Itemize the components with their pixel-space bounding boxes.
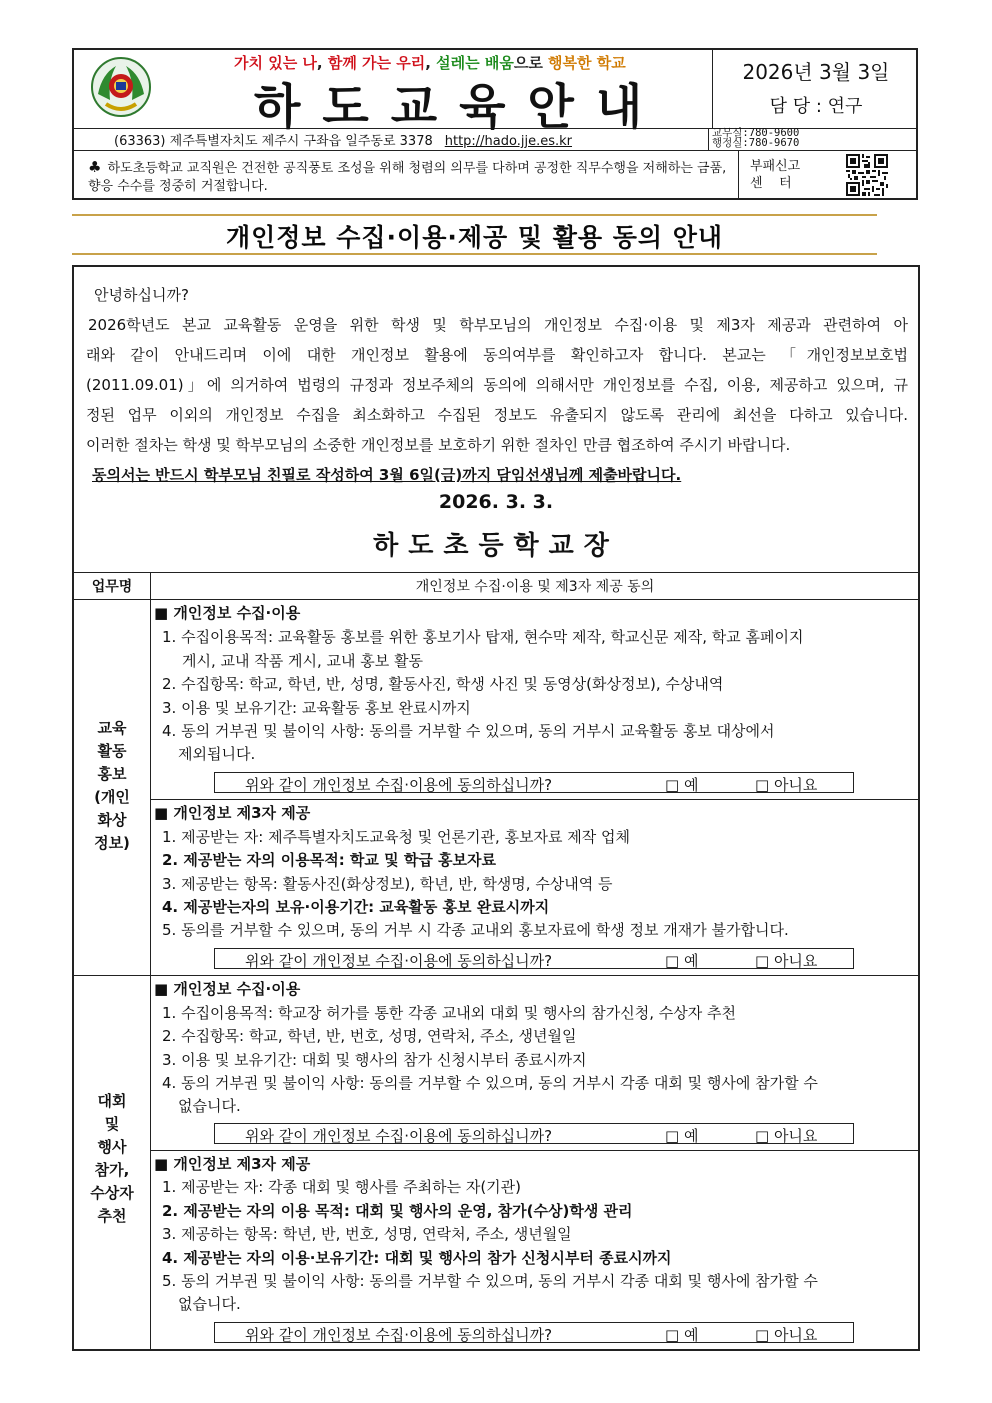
consent-yes-checkbox[interactable]: □ 예 <box>665 776 699 794</box>
category-line: 홍보 <box>97 765 127 783</box>
date-manager-box <box>714 50 918 128</box>
list-item: 1. 수집이용목적: 교육활동 홍보를 위한 홍보기사 탑재, 현수막 제작, 학교신문 제작, 학교 홈페이지 <box>162 628 804 646</box>
list-item: 1. 제공받는 자: 각종 대회 및 행사를 주최하는 자(기관) <box>162 1178 522 1196</box>
list-item: 4. 동의 거부권 및 불이익 사항: 동의를 거부할 수 있으며, 동의 거부시 교육활동 홍보 대상에서 <box>162 722 775 740</box>
submission-deadline: 동의서는 반드시 학부모님 친필로 작성하여 3월 6일(금)까지 담임선생님께 제출바랍니다. <box>92 466 682 484</box>
slogan-part: , <box>425 54 437 72</box>
slogan-part: 함께 가는 우리 <box>327 54 426 72</box>
list-item: 1. 수집이용목적: 학교장 허가를 통한 각종 교내외 대회 및 행사의 참가신청, 수상자 추천 <box>162 1004 737 1022</box>
list-item: 2. 수집항목: 학교, 학년, 반, 번호, 성명, 연락처, 주소, 생년월일 <box>162 1027 577 1045</box>
slogan-part: , <box>316 54 328 72</box>
list-item: 3. 이용 및 보유기간: 대회 및 행사의 참가 신청시부터 종료시까지 <box>162 1051 587 1069</box>
report-line: 센 터 <box>750 176 792 191</box>
category-line: 정보) <box>94 834 130 852</box>
category-line: 참가, <box>94 1161 130 1179</box>
category-line: 추천 <box>97 1207 127 1225</box>
category-line: 수상자 <box>90 1184 134 1202</box>
manager: 담 당 : 연구 <box>769 96 863 117</box>
consent-question: 위와 같이 개인정보 수집·이용에 동의하십니까? <box>245 952 553 970</box>
category-line: 및 <box>104 1115 120 1133</box>
phone-office: 교무실:780-9600 <box>712 127 800 139</box>
category-line: 행사 <box>97 1138 127 1156</box>
corruption-report-center <box>750 158 800 192</box>
school-address: (63363) 제주특별자치도 제주시 구좌읍 일주동로 3378 <box>114 134 433 149</box>
consent-question-box <box>214 948 854 969</box>
consent-question-box <box>214 1322 854 1343</box>
list-item: 2. 수집항목: 학교, 학년, 반, 성명, 활동사진, 학생 사진 및 동영상(화상정보), 수상내역 <box>162 675 724 693</box>
greeting: 안녕하십니까? <box>94 286 189 304</box>
list-item: 2. 제공받는 자의 이용목적: 학교 및 학급 홍보자료 <box>162 851 497 869</box>
consent-yes-checkbox[interactable]: □ 예 <box>665 1326 699 1344</box>
document-title: 개인정보 수집·이용·제공 및 활용 동의 안내 <box>225 223 724 252</box>
category-line: 교육 <box>97 719 127 737</box>
intro-line: 이러한 절차는 학생 및 학부모님의 소중한 개인정보를 보호하기 위한 절차인 만큼 협조하여 주시기 바랍니다. <box>86 436 791 454</box>
header-address-row <box>74 128 916 151</box>
slogan-part: 행복한 학교 <box>548 54 626 72</box>
consent-no-checkbox[interactable]: □ 아니요 <box>755 1127 818 1145</box>
school-principal: 하도초등학교장 <box>373 531 619 561</box>
slogan-part: 설레는 배움 <box>436 54 514 72</box>
header-notice-row <box>74 150 916 200</box>
category-line: (개인 <box>94 788 130 806</box>
list-item: 5. 동의 거부권 및 불이익 사항: 동의를 거부할 수 있으며, 동의 거부시 각종 대회 및 행사에 참가할 수 <box>162 1272 818 1290</box>
report-line: 부패신고 <box>750 159 801 174</box>
consent-question: 위와 같이 개인정보 수집·이용에 동의하십니까? <box>245 776 553 794</box>
category-education-promotion <box>75 717 149 855</box>
intro-line: 2026학년도 본교 교육활동 운영을 위한 학생 및 학부모님의 개인정보 수집·이용 및 제3자 제공과 관련하여 아 <box>88 316 908 334</box>
list-item: 3. 이용 및 보유기간: 교육활동 홍보 완료시까지 <box>162 699 471 717</box>
school-url-link[interactable]: http://hado.jje.es.kr <box>444 134 573 149</box>
consent-no-checkbox[interactable]: □ 아니요 <box>755 1326 818 1344</box>
consent-yes-checkbox[interactable]: □ 예 <box>665 952 699 970</box>
consent-question-box <box>214 1123 854 1144</box>
list-item: 2. 제공받는 자의 이용 목적: 대회 및 행사의 운영, 참가(수상)학생 관리 <box>162 1202 633 1220</box>
consent-question-box <box>214 772 854 793</box>
newsletter-header <box>72 48 918 200</box>
consent-question: 위와 같이 개인정보 수집·이용에 동의하십니까? <box>245 1326 553 1344</box>
section-heading: ■ 개인정보 제3자 제공 <box>154 804 311 822</box>
integrity-notice-text: 하도초등학교 교직원은 건전한 공직풍토 조성을 위해 청렴의 의무를 다하며 공정한 직무수행을 저해하는 금품, 향응 수수를 정중히 거절합니다. <box>88 161 727 194</box>
list-item: 5. 동의를 거부할 수 있으며, 동의 거부 시 각종 교내외 홍보자료에 학생 정보 개재가 불가합니다. <box>162 921 789 939</box>
sign-date: 2026. 3. 3. <box>438 491 554 513</box>
phone-numbers <box>712 128 799 148</box>
slogan-part: 으로 <box>513 54 549 72</box>
list-item: 3. 제공받는 항목: 활동사진(화상정보), 학년, 반, 학생명, 수상내역 등 <box>162 875 613 893</box>
category-line: 화상 <box>97 811 127 829</box>
category-line: 활동 <box>97 742 127 760</box>
section-heading: ■ 개인정보 수집·이용 <box>154 604 301 622</box>
category-contest-event <box>75 1090 149 1228</box>
qr-code-icon[interactable] <box>846 154 888 196</box>
category-line: 대회 <box>97 1092 127 1110</box>
school-emblem-icon <box>90 56 152 118</box>
slogan-part: 가치 있는 나 <box>234 54 317 72</box>
list-item: 없습니다. <box>178 1097 241 1115</box>
list-item: 4. 제공받는자의 보유·이용기간: 교육활동 홍보 완료시까지 <box>162 898 550 916</box>
list-item: 1. 제공받는 자: 제주특별자치도교육청 및 언론기관, 홍보자료 제작 업체 <box>162 828 631 846</box>
consent-question: 위와 같이 개인정보 수집·이용에 동의하십니까? <box>245 1127 553 1145</box>
list-item: 3. 제공하는 항목: 학년, 반, 번호, 성명, 연락처, 주소, 생년월일 <box>162 1225 572 1243</box>
list-item: 4. 제공받는 자의 이용·보유기간: 대회 및 행사의 참가 신청시부터 종료시까지 <box>162 1249 672 1267</box>
section-heading: ■ 개인정보 제3자 제공 <box>154 1155 311 1173</box>
consent-yes-checkbox[interactable]: □ 예 <box>665 1127 699 1145</box>
intro-line: (2011.09.01)」에 의거하여 법령의 규정과 정보주체의 동의에 의해서만 개인정보를 수집, 이용, 제공하고 있으며, 규 <box>86 376 908 394</box>
section-heading: ■ 개인정보 수집·이용 <box>154 980 301 998</box>
list-item: 게시, 교내 작품 게시, 교내 홍보 활동 <box>182 652 424 670</box>
spade-icon: ♣ <box>88 158 102 176</box>
intro-line: 정된 업무 이외의 개인정보 수집을 최소화하고 수집된 정보도 유출되지 않도록 관리에 최선을 다하고 있습니다. <box>86 406 908 424</box>
col-header-task: 업무명 <box>91 579 133 595</box>
phone-admin: 행정실:780-9670 <box>712 137 800 149</box>
list-item: 제외됩니다. <box>178 745 256 763</box>
col-header-consent: 개인정보 수집·이용 및 제3자 제공 동의 <box>415 579 655 595</box>
consent-form <box>72 265 920 1351</box>
list-item: 없습니다. <box>178 1295 241 1313</box>
newsletter-title: 하도교육안내 <box>254 79 665 135</box>
address-line <box>114 130 572 149</box>
consent-no-checkbox[interactable]: □ 아니요 <box>755 952 818 970</box>
issue-date: 2026년 3월 3일 <box>742 60 890 84</box>
title-rule-top <box>72 214 877 216</box>
integrity-notice <box>88 158 728 196</box>
consent-no-checkbox[interactable]: □ 아니요 <box>755 776 818 794</box>
intro-line: 래와 같이 안내드리며 이에 대한 개인정보 활용에 동의여부를 확인하고자 합니다. 본교는 「개인정보보호법 <box>86 346 908 364</box>
title-rule-bottom <box>72 253 877 255</box>
list-item: 4. 동의 거부권 및 불이익 사항: 동의를 거부할 수 있으며, 동의 거부시 각종 대회 및 행사에 참가할 수 <box>162 1074 818 1092</box>
